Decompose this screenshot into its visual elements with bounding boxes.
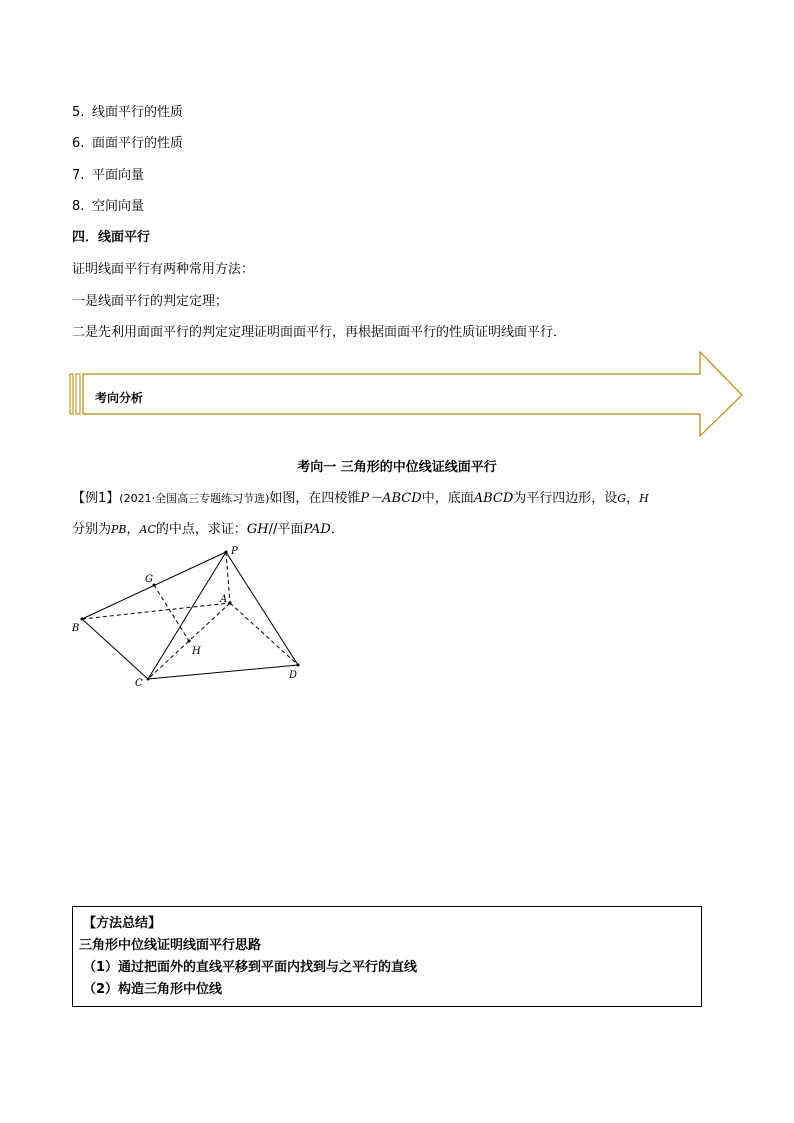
edge-bc bbox=[82, 619, 148, 679]
label-h: H bbox=[192, 646, 201, 657]
section-heading: 四．线面平行 bbox=[72, 230, 151, 245]
paragraph: 二是先利用面面平行的判定定理证明面面平行，再根据面面平行的性质证明线面平行． bbox=[72, 325, 567, 340]
edge-cd bbox=[148, 665, 298, 679]
banner-label: 考向分析 bbox=[95, 391, 144, 405]
summary-title: 【方法总结】 bbox=[83, 916, 162, 931]
list-item: 8. 空间向量 bbox=[72, 199, 145, 214]
edge-pc bbox=[148, 552, 226, 679]
edge-pd bbox=[226, 552, 298, 665]
label-p: P bbox=[231, 546, 238, 557]
section-title: 考向一 三角形的中位线证线面平行 bbox=[297, 460, 497, 475]
paragraph: 一是线面平行的判定定理； bbox=[72, 294, 229, 309]
label-c: C bbox=[135, 678, 143, 689]
list-item: 6. 面面平行的性质 bbox=[72, 136, 184, 151]
summary-item: （2）构造三角形中位线 bbox=[83, 982, 223, 997]
label-a: A bbox=[220, 594, 228, 605]
paragraph: 证明线面平行有两种常用方法： bbox=[72, 262, 255, 277]
banner-arrow bbox=[68, 350, 746, 440]
list-item: 7. 平面向量 bbox=[72, 168, 145, 183]
example-text: 分别为PB，AC的中点，求证：GH//平面PAD． bbox=[72, 522, 344, 537]
method-summary-box bbox=[72, 906, 702, 1007]
summary-item: （1）通过把面外的直线平移到平面内找到与之平行的直线 bbox=[83, 960, 418, 975]
label-b: B bbox=[72, 623, 80, 634]
edge-ba bbox=[82, 603, 230, 619]
summary-subtitle: 三角形中位线证明线面平行思路 bbox=[79, 938, 262, 953]
pyramid-figure bbox=[68, 545, 318, 690]
example-text: 【例1】(2021·全国高三专题练习节选)如图，在四棱锥P－ABCD中，底面ABCD为平行四边形，设G，H bbox=[72, 491, 649, 506]
label-d: D bbox=[289, 670, 298, 681]
segment-gh bbox=[154, 585, 189, 641]
list-item: 5. 线面平行的性质 bbox=[72, 105, 184, 120]
label-g: G bbox=[145, 574, 153, 585]
